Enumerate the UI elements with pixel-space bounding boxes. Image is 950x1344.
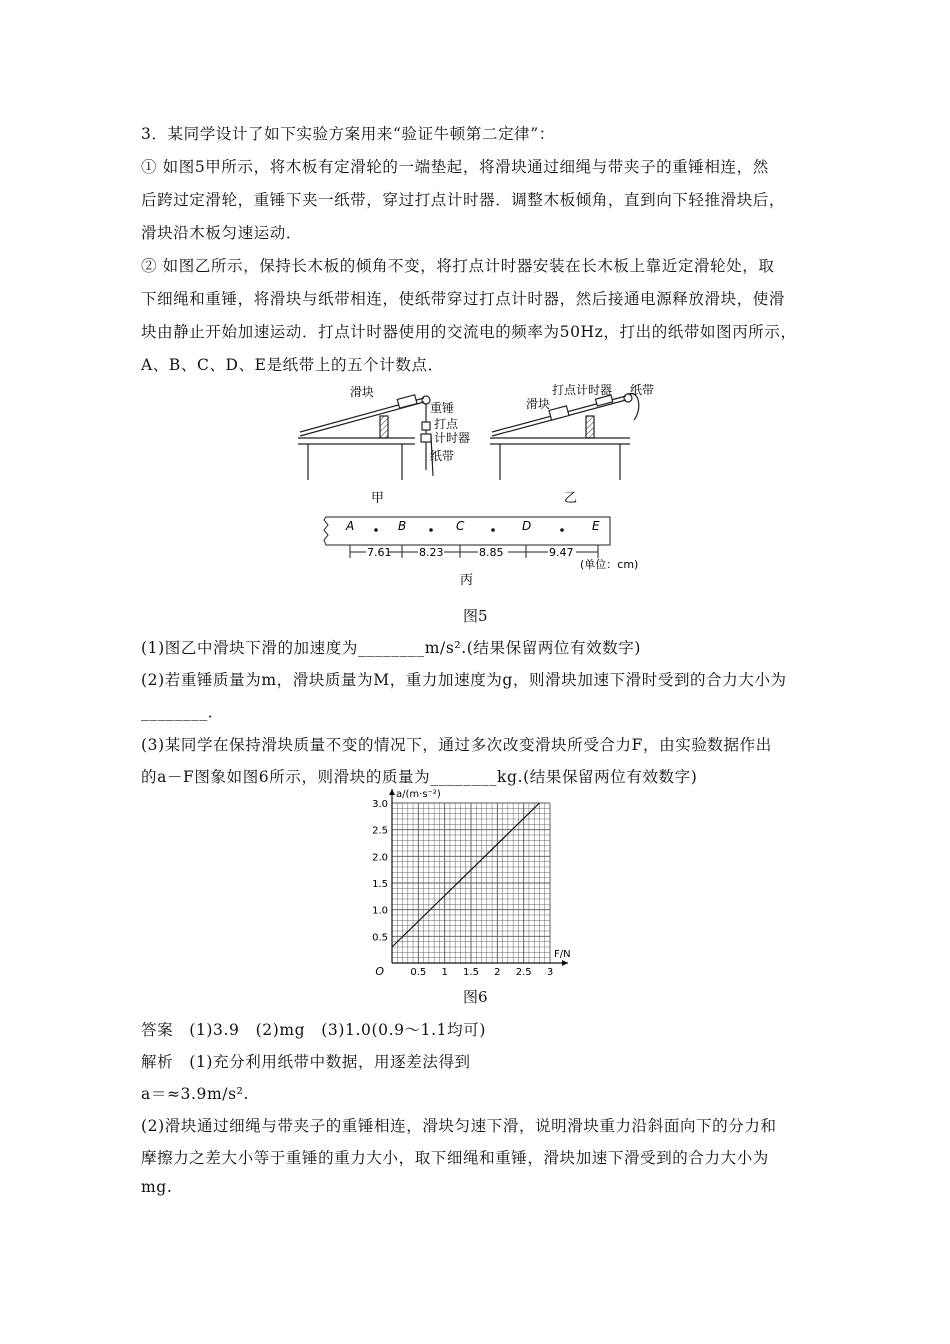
x-tick-label: 2 xyxy=(494,967,501,978)
jia-label-timer2: 计时器 xyxy=(434,431,471,445)
tape-distance-ab: 7.61 xyxy=(367,546,392,559)
y-tick-label: 2.0 xyxy=(372,852,388,864)
tape-point-e: E xyxy=(592,519,600,533)
yi-label-tape: 纸带 xyxy=(630,383,655,397)
tape-distance-bc: 8.23 xyxy=(419,546,444,559)
y-axis-arrow xyxy=(389,789,395,795)
step1-line1: ① 如图5甲所示，将木板有定滑轮的一端垫起，将滑块通过细绳与带夹子的重锤相连，然 xyxy=(141,158,769,176)
analysis-line1: 解析 (1)充分利用纸带中数据，用逐差法得到 xyxy=(141,1053,471,1071)
tape-point-c: C xyxy=(456,519,465,533)
jia-label-weight: 重锤 xyxy=(430,401,455,415)
analysis-line2: a＝≈3.9m/s². xyxy=(141,1085,249,1103)
sub-label-bing: 丙 xyxy=(460,573,474,588)
yi-label-block: 滑块 xyxy=(526,397,551,411)
x-tick-label: 0.5 xyxy=(410,967,427,978)
step2-line1: ② 如图乙所示，保持长木板的倾角不变，将打点计时器安装在长木板上靠近定滑轮处，取 xyxy=(141,257,775,275)
tape-distance-cd: 8.85 xyxy=(479,546,504,559)
step1-line2: 后跨过定滑轮，重锤下夹一纸带，穿过打点计时器．调整木板倾角，直到向下轻推滑块后， xyxy=(141,191,786,209)
tape-unit: (单位：cm) xyxy=(580,558,639,571)
jia-label-timer1: 打点 xyxy=(434,417,459,431)
tape-point-d: D xyxy=(522,519,532,533)
tape-point-b: B xyxy=(398,519,407,533)
tape-point-a: A xyxy=(346,519,355,533)
x-tick-label: 1 xyxy=(441,967,448,978)
y-tick-label: 1.0 xyxy=(372,905,388,917)
tape-distance-de: 9.47 xyxy=(549,546,574,559)
yi-label-timer: 打点计时器 xyxy=(552,383,613,397)
y-axis-label: a/(m·s⁻²) xyxy=(396,789,441,800)
chart-grid xyxy=(392,803,550,963)
step1-line3: 滑块沿木板匀速运动． xyxy=(141,224,303,242)
sub-label-yi: 乙 xyxy=(564,491,578,506)
apparatus-yi xyxy=(490,393,639,480)
step2-line3: 块由静止开始加速运动．打点计时器使用的交流电的频率为50Hz，打出的纸带如图丙所示， xyxy=(141,323,797,341)
figure-5 xyxy=(290,380,670,600)
jia-label-tape: 纸带 xyxy=(430,449,455,463)
origin-label: O xyxy=(375,965,384,978)
apparatus-jia xyxy=(298,395,433,480)
y-tick-label: 3.0 xyxy=(372,799,388,810)
analysis-line3: (2)滑块通过细绳与带夹子的重锤相连，滑块匀速下滑，说明滑块重力沿斜面向下的分力和 xyxy=(141,1117,777,1135)
x-axis-label: F/N xyxy=(554,949,571,960)
question-2-line2: ________． xyxy=(141,703,224,721)
question-3-line1: (3)某同学在保持滑块质量不变的情况下，通过多次改变滑块所受合力F，由实验数据作出 xyxy=(141,736,772,754)
y-tick-label: 2.5 xyxy=(372,825,388,837)
analysis-line5: mg. xyxy=(141,1178,173,1196)
analysis-line4: 摩擦力之差大小等于重锤的重力大小，取下细绳和重锤，滑块加速下滑受到的合力大小为 xyxy=(141,1149,769,1167)
x-tick-label: 3 xyxy=(546,967,554,978)
answer-line: 答案 (1)3.9 (2)mg (3)1.0(0.9～1.1均可) xyxy=(141,1021,486,1039)
figure-6-caption: 图6 xyxy=(463,988,488,1006)
step2-line4: A、B、C、D、E是纸带上的五个计数点． xyxy=(141,356,444,374)
question-intro: 3．某同学设计了如下实验方案用来“验证牛顿第二定律”： xyxy=(141,125,555,143)
figure-6-chart xyxy=(360,785,590,985)
y-tick-label: 0.5 xyxy=(372,932,388,944)
x-tick-label: 1.5 xyxy=(463,967,479,978)
step2-line2: 下细绳和重锤，将滑块与纸带相连，使纸带穿过打点计时器，然后接通电源释放滑块，使滑 xyxy=(141,290,786,308)
sub-label-jia: 甲 xyxy=(371,491,385,506)
figure-5-caption: 图5 xyxy=(463,607,488,625)
x-tick-label: 2.5 xyxy=(515,967,532,978)
question-2-line1: (2)若重锤质量为m，滑块质量为M，重力加速度为g，则滑块加速下滑时受到的合力大小为 xyxy=(141,671,787,689)
question-3-line2: 的a－F图象如图6所示，则滑块的质量为________kg.(结果保留两位有效数字) xyxy=(141,768,698,786)
y-tick-label: 1.5 xyxy=(372,879,388,890)
jia-label-block: 滑块 xyxy=(350,385,375,399)
question-1: (1)图乙中滑块下滑的加速度为________m/s².(结果保留两位有效数字) xyxy=(141,639,642,657)
x-axis-arrow xyxy=(562,960,568,966)
